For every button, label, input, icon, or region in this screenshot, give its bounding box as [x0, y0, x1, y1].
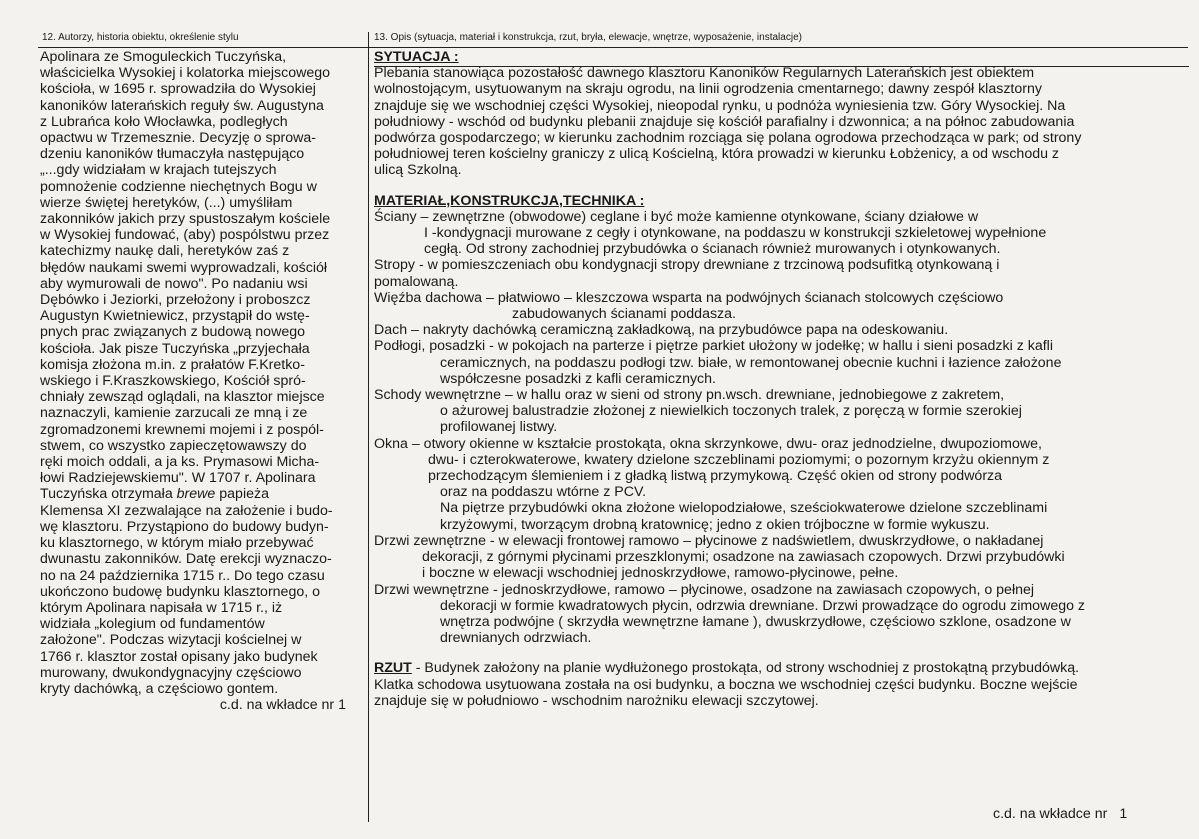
material-line: o ażurowej balustradzie złożonej z niewielkich toczonych tralek, z poręczą w formie szerokiej — [440, 403, 1022, 420]
material-line: i boczne w elewacji wschodniej jednoskrzydłowe, ramowo-płycinowe, pełne. — [422, 565, 899, 582]
material-line: dekoracji, z górnymi płycinami przeszklonymi; osadzone na zawiasach czopowych. Drzwi przybudówki — [422, 549, 1065, 566]
history-line: zakonników jakich przy spustoszałym kościele — [40, 211, 331, 228]
material-line: przechodzącym ślemieniem i z gładką listwą przymykową. Część okien od strony podwórza — [428, 468, 1003, 485]
sytuacja-heading: SYTUACJA : — [374, 49, 459, 65]
history-line: kryty dachówką, a częściowo gontem. — [40, 680, 279, 697]
history-line: błędów naukami swemi wyprowadzali, kościół — [40, 259, 328, 276]
history-line: łowi Radziejewskiemu". W 1707 r. Apolinara — [40, 470, 316, 487]
history-line: zgromadzonemi krewnemi mojemi i z pospól- — [40, 421, 324, 438]
material-line: Drzwi zewnętrzne - w elewacji frontowej ramowo – płycinowe z nadświetlem, dwuskrzydłowe, o nakładanej — [374, 532, 1044, 549]
rzut-line: znajduje się w południowo - wschodnim narożniku elewacji szczytowej. — [374, 692, 819, 709]
material-line: oraz na poddaszu wtórne z PCV. — [440, 484, 647, 501]
column-divider — [368, 32, 369, 822]
history-line: Klemensa XI zezwalające na założenie i budo- — [40, 502, 333, 519]
sytuacja-line: podwórza gospodarczego; w kierunku zachodnim rozciąga się polana ogrodowa przechodząca w park; od strony — [374, 130, 1082, 147]
sytuacja-line: wolnostojącym, usytuowanym na skraju ogrodu, na linii ogrodzenia cmentarnego; dawny zespół klasztorny — [374, 81, 1042, 98]
material-line: Drzwi wewnętrzne - jednoskrzydłowe, ramowo – płycinowe, osadzone na zawiasach czopowych, o pełnej — [374, 581, 1035, 598]
history-line: widziała „kolegium od fundamentów — [40, 616, 265, 633]
history-line: Augustyn Kwietniewicz, przystąpił do wstę- — [40, 308, 310, 325]
history-line: komisja złożona m.in. z prałatów F.Kretko- — [40, 356, 305, 373]
history-line: dzeniu kanoników tłumaczyła następująco — [40, 146, 305, 163]
sytuacja-line: południowy - wschód od budynku plebanii znajduje się kościół parafialny i dzwonnica; a na północ zabudowania — [374, 113, 1075, 130]
header-rule — [38, 47, 1188, 48]
history-line: kościoła, w 1695 r. sprowadziła do Wysokiej — [40, 81, 316, 98]
history-line: stwem, co wszystko zapieczętowawszy do — [40, 437, 307, 454]
right-column-header: 13. Opis (sytuacja, materiał i konstrukcja, rzut, bryła, elewacje, wnętrze, wyposażenie, instalacje) — [374, 32, 802, 43]
material-line: I -kondygnacji murowane z cegły i otynkowane, na poddaszu w konstrukcji szkieletowej wypełnione — [424, 225, 1047, 242]
rzut-line: Klatka schodowa usytuowana została na osi budynku, a boczna we wschodniej części budynku. Boczne wejście — [374, 676, 1078, 693]
history-line: ukończono budowę budynku klasztornego, o — [40, 583, 321, 600]
history-line: pomnożenie codzienne niechętnych Bogu w — [40, 178, 317, 195]
history-line: katechizmy naukę dali, heretyków zaś z — [40, 243, 290, 260]
continued-note-right — [993, 806, 1127, 822]
sytuacja-text — [374, 65, 1189, 178]
material-line: zabudowanych ścianami poddasza. — [512, 306, 736, 323]
material-line: drewnianych odrzwiach. — [440, 630, 592, 647]
history-line: naznaczyli, kamienie zarzucali ze mną i ze — [40, 405, 308, 422]
sytuacja-rule — [374, 66, 1189, 67]
sytuacja-line: ulicą Szkolną. — [374, 162, 462, 179]
history-line: wskiego i F.Kraszkowskiego, Kościół spró- — [40, 373, 306, 390]
material-line: krzyżowymi, tworzącym drobną kratownicę; jedno z okien trójboczne w formie wykuszu. — [440, 516, 990, 533]
material-line: wnętrza podwójne ( skrzydła wewnętrzne łamane ), dwuskrzydłowe, częściowo szklone, osadzone w — [440, 613, 1071, 630]
material-line: profilowanej listwy. — [440, 419, 558, 436]
history-line: dwunastu zakonników. Datę erekcji wyznaczo- — [40, 551, 332, 568]
material-line: współczesne posadzki z kafli ceramicznych. — [440, 370, 716, 387]
material-line: dekoracji w formie kwadratowych płycin, odrzwia drewniane. Drzwi prowadzące do ogrodu zimowego z — [440, 597, 1086, 614]
history-line: ręki moich oddali, a ja ks. Prymasowi Micha- — [40, 454, 320, 471]
material-line: Dach – nakryty dachówką ceramiczną zakładkową, na przybudówce papa na odeskowaniu. — [374, 322, 949, 339]
material-line: cegłą. Od strony zachodniej przybudówka o ścianach również murowanych i otynkowanych. — [424, 241, 1001, 258]
history-line: kościoła. Jak pisze Tuczyńska „przyjechała — [40, 340, 310, 357]
material-line: Okna – otwory okienne w kształcie prostokąta, okna skrzynkowe, dwu- oraz jednodzielne, dwupoziomowe, — [374, 435, 1042, 452]
history-line: założone". Podczas wizytacji kościelnej w — [40, 632, 302, 649]
history-line: wę klasztoru. Przystąpiono do budowy budyn- — [40, 518, 329, 535]
material-line: pomalowaną. — [374, 273, 459, 290]
history-line: opactwu w Trzemesznie. Decyzję o sprowa- — [40, 130, 316, 147]
history-line: Apolinara ze Smoguleckich Tuczyńska, — [40, 49, 287, 65]
description-column — [374, 49, 1189, 709]
history-line: aby wymurowali de nowo". Po nadaniu wsi — [40, 275, 308, 292]
history-line: wierze świętej heretyków, (...) umyśliłam — [40, 194, 293, 211]
sytuacja-line: południowej teren kościelny graniczy z ulicą Kościelną, która prowadzi w kierunku Łobżenicy, a od wschodu z — [374, 146, 1060, 163]
rzut-heading: RZUT — [374, 660, 412, 677]
material-line: Na piętrze przybudówki okna złożone wielopodziałowe, sześciokwaterowe dzielone szczeblinami — [440, 500, 1048, 517]
material-text — [374, 209, 1189, 646]
history-line: którym Apolinara napisała w 1715 r., iż — [40, 599, 283, 616]
material-line: Schody wewnętrzne – w hallu oraz w sieni od strony pn.wsch. drewniane, jednobiegowe z zakretem, — [374, 387, 1005, 404]
history-line: chniały zewsząd oglądali, na klasztor miejsce — [40, 389, 325, 406]
material-line: Ściany – zewnętrzne (obwodowe) ceglane i być może kamienne otynkowane, ściany działowe w — [374, 208, 979, 225]
history-line: właścicielka Wysokiej i kolatorka miejscowego — [40, 65, 331, 82]
material-line: ceramicznych, na poddaszu podłogi tzw. białe, w remontowanej obecnie kuchni i łazience założone — [440, 354, 1062, 371]
continued-note-left: c.d. na wkładce nr 1 — [219, 697, 346, 714]
history-line: kanoników laterańskich reguły św. Augustyna — [40, 97, 324, 114]
history-column — [40, 49, 364, 713]
material-line: Podłogi, posadzki - w pokojach na parterze i piętrze parkiet ułożony w jodełkę; w hallu i sieni posadzki z kafli — [374, 338, 1053, 355]
material-line: Stropy - w pomieszczeniach obu kondygnacji stropy drewniane z trzcinową podsufitką otynkowaną i — [374, 257, 1000, 274]
history-line: no na 24 października 1715 r.. Do tego czasu — [40, 567, 325, 584]
italic-term: brewe — [176, 486, 216, 503]
history-line: Tuczyńska otrzymała brewe papieża — [40, 486, 269, 503]
material-heading: MATERIAŁ,KONSTRUKCJA,TECHNIKA : — [374, 192, 645, 209]
history-line: Dębówko i Jeziorki, przełożony i proboszcz — [40, 292, 311, 309]
left-column-header: 12. Autorzy, historia obiektu, określenie stylu — [42, 32, 239, 43]
history-line: 1766 r. klasztor został opisany jako budynek — [40, 648, 318, 665]
material-line: Więźba dachowa – płatwiowo – kleszczowa wsparta na podwójnych ścianach stolcowych częściowo — [374, 289, 1004, 306]
material-line: dwu- i czterokwaterowe, kwatery dzielone szczeblinami poziomymi; o pozornym krzyżu okiennym z — [428, 451, 1050, 468]
sytuacja-line: Plebania stanowiąca pozostałość dawnego klasztoru Kanoników Regularnych Laterańskich jest obiektem — [374, 65, 1035, 82]
continued-label: c.d. na wkładce nr — [993, 806, 1108, 822]
sytuacja-line: znajduje się we wschodniej części Wysokiej, nieopodal rynku, u podnóża wyniesienia tzw. Góry Wysockiej. Na — [374, 97, 1066, 114]
history-line: w Wysokiej fundować, (aby) pospólstwu przez — [40, 227, 330, 244]
rzut-first-line: - Budynek założony na planie wydłużonego prostokąta, od strony wschodniej z prostokątną przybudówką. — [411, 660, 1080, 677]
history-line: ku klasztornego, w którym miało przebywać — [40, 535, 314, 552]
history-line: „...gdy widziałam w krajach tutejszych — [40, 162, 277, 179]
history-line: pnych prac związanych z budową nowego — [40, 324, 305, 341]
history-line: z Lubrańca koło Włocławka, podległych — [40, 113, 288, 130]
history-line: murowany, dwukondygnacyjny częściowo — [40, 664, 302, 681]
continued-number: 1 — [1119, 806, 1128, 822]
